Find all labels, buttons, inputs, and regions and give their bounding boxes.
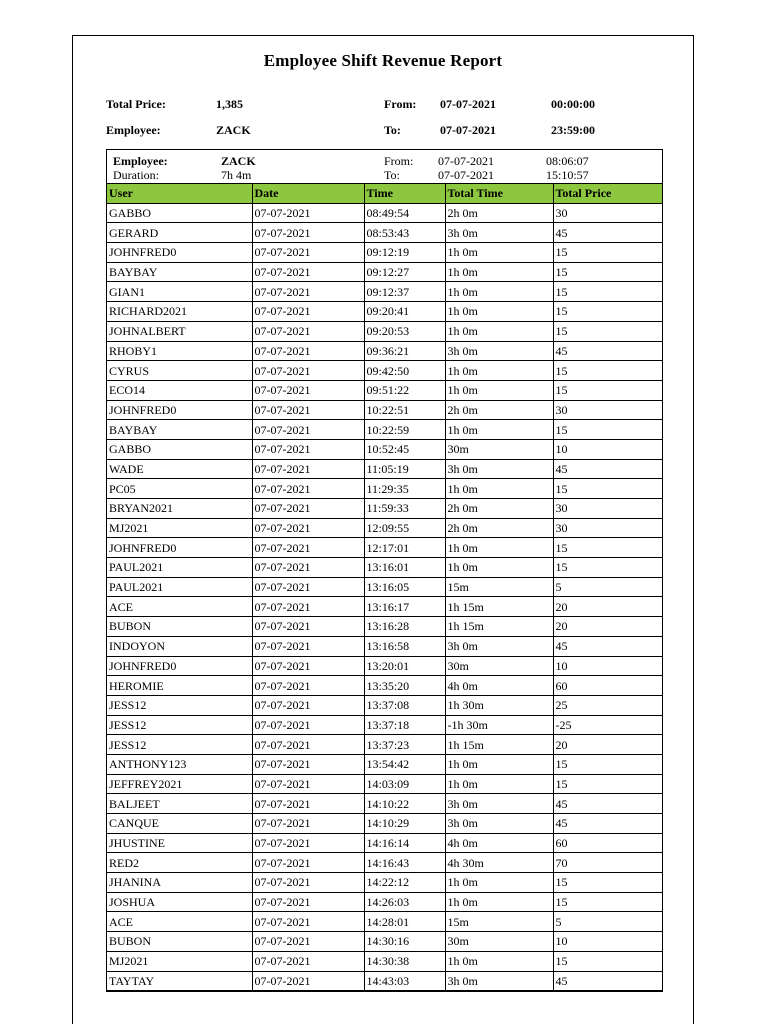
shift-from-label: From: <box>384 154 414 168</box>
total-price-cell: 45 <box>553 971 662 991</box>
table-row <box>107 479 662 499</box>
date-cell: 07-07-2021 <box>252 676 364 696</box>
table-row <box>107 774 662 794</box>
time-cell: 10:22:51 <box>364 400 445 420</box>
user-cell: GABBO <box>107 439 252 459</box>
date-cell: 07-07-2021 <box>252 243 364 263</box>
total-time-cell: 1h 0m <box>445 754 553 774</box>
date-cell: 07-07-2021 <box>252 912 364 932</box>
table-row <box>107 459 662 479</box>
total-price-cell: 20 <box>553 617 662 637</box>
date-cell: 07-07-2021 <box>252 617 364 637</box>
date-cell: 07-07-2021 <box>252 341 364 361</box>
total-time-cell: 1h 0m <box>445 380 553 400</box>
user-cell: BUBON <box>107 617 252 637</box>
total-price-value: 1,385 <box>216 97 243 111</box>
table-row <box>107 223 662 243</box>
date-cell: 07-07-2021 <box>252 853 364 873</box>
total-price-cell: 60 <box>553 833 662 853</box>
table-row <box>107 715 662 735</box>
user-cell: PAUL2021 <box>107 577 252 597</box>
from-date: 07-07-2021 <box>440 97 496 111</box>
table-row <box>107 243 662 263</box>
total-time-cell: 15m <box>445 912 553 932</box>
time-cell: 09:51:22 <box>364 380 445 400</box>
user-cell: BUBON <box>107 932 252 952</box>
user-cell: BALJEET <box>107 794 252 814</box>
total-price-cell: 15 <box>553 754 662 774</box>
date-cell: 07-07-2021 <box>252 715 364 735</box>
date-cell: 07-07-2021 <box>252 577 364 597</box>
time-cell: 14:16:43 <box>364 853 445 873</box>
date-cell: 07-07-2021 <box>252 479 364 499</box>
total-price-cell: 5 <box>553 912 662 932</box>
table-row <box>107 499 662 519</box>
date-cell: 07-07-2021 <box>252 459 364 479</box>
shift-employee-value: ZACK <box>221 154 256 168</box>
user-cell: MJ2021 <box>107 518 252 538</box>
column-header-total-time: Total Time <box>445 184 553 204</box>
total-time-cell: 3h 0m <box>445 794 553 814</box>
user-cell: JOHNFRED0 <box>107 400 252 420</box>
total-time-cell: 1h 0m <box>445 262 553 282</box>
total-time-cell: 30m <box>445 439 553 459</box>
total-time-cell: 1h 0m <box>445 951 553 971</box>
total-time-cell: 1h 30m <box>445 695 553 715</box>
time-cell: 09:36:21 <box>364 341 445 361</box>
total-time-cell: 1h 0m <box>445 479 553 499</box>
total-time-cell: 2h 0m <box>445 499 553 519</box>
table-row <box>107 420 662 440</box>
time-cell: 11:29:35 <box>364 479 445 499</box>
total-time-cell: 3h 0m <box>445 459 553 479</box>
total-price-cell: 60 <box>553 676 662 696</box>
date-cell: 07-07-2021 <box>252 518 364 538</box>
date-cell: 07-07-2021 <box>252 735 364 755</box>
total-price-cell: 25 <box>553 695 662 715</box>
to-date: 07-07-2021 <box>440 123 496 137</box>
date-cell: 07-07-2021 <box>252 892 364 912</box>
table-row <box>107 617 662 637</box>
total-price-cell: 15 <box>553 420 662 440</box>
table-row <box>107 951 662 971</box>
date-cell: 07-07-2021 <box>252 262 364 282</box>
total-time-cell: 3h 0m <box>445 636 553 656</box>
total-time-cell: 2h 0m <box>445 518 553 538</box>
user-cell: CYRUS <box>107 361 252 381</box>
user-cell: ECO14 <box>107 380 252 400</box>
table-row <box>107 597 662 617</box>
column-header-user: User <box>107 184 252 204</box>
time-cell: 14:26:03 <box>364 892 445 912</box>
table-row <box>107 656 662 676</box>
total-price-cell: 30 <box>553 518 662 538</box>
time-cell: 13:16:58 <box>364 636 445 656</box>
user-cell: JEFFREY2021 <box>107 774 252 794</box>
total-time-cell: 4h 0m <box>445 833 553 853</box>
total-price-cell: 15 <box>553 302 662 322</box>
table-row <box>107 439 662 459</box>
shift-to-date: 07-07-2021 <box>438 168 494 182</box>
time-cell: 13:35:20 <box>364 676 445 696</box>
report-page <box>72 35 694 1024</box>
time-cell: 14:10:22 <box>364 794 445 814</box>
user-cell: HEROMIE <box>107 676 252 696</box>
date-cell: 07-07-2021 <box>252 499 364 519</box>
total-price-cell: 15 <box>553 774 662 794</box>
table-row <box>107 518 662 538</box>
user-cell: JESS12 <box>107 695 252 715</box>
total-price-cell: 30 <box>553 499 662 519</box>
user-cell: MJ2021 <box>107 951 252 971</box>
time-cell: 09:42:50 <box>364 361 445 381</box>
shift-duration-label: Duration: <box>113 168 159 182</box>
total-time-cell: 30m <box>445 932 553 952</box>
total-time-cell: 1h 0m <box>445 873 553 893</box>
table-row <box>107 833 662 853</box>
column-header-date: Date <box>252 184 364 204</box>
total-time-cell: 4h 0m <box>445 676 553 696</box>
total-time-cell: 2h 0m <box>445 400 553 420</box>
time-cell: 09:20:41 <box>364 302 445 322</box>
total-time-cell: 1h 0m <box>445 538 553 558</box>
time-cell: 14:30:38 <box>364 951 445 971</box>
time-cell: 14:03:09 <box>364 774 445 794</box>
time-cell: 12:17:01 <box>364 538 445 558</box>
total-price-cell: 15 <box>553 262 662 282</box>
table-row <box>107 636 662 656</box>
total-time-cell: 1h 0m <box>445 243 553 263</box>
table-row <box>107 577 662 597</box>
total-price-cell: 15 <box>553 243 662 263</box>
to-time: 23:59:00 <box>551 123 595 137</box>
total-price-cell: 45 <box>553 341 662 361</box>
total-time-cell: 1h 15m <box>445 597 553 617</box>
table-row <box>107 302 662 322</box>
total-price-cell: 10 <box>553 656 662 676</box>
time-cell: 14:10:29 <box>364 814 445 834</box>
table-row <box>107 538 662 558</box>
report-title: Employee Shift Revenue Report <box>263 51 503 70</box>
total-time-cell: 1h 0m <box>445 558 553 578</box>
date-cell: 07-07-2021 <box>252 538 364 558</box>
total-price-cell: 15 <box>553 282 662 302</box>
user-cell: CANQUE <box>107 814 252 834</box>
total-time-cell: 1h 0m <box>445 420 553 440</box>
date-cell: 07-07-2021 <box>252 971 364 991</box>
total-price-cell: 15 <box>553 538 662 558</box>
time-cell: 09:12:37 <box>364 282 445 302</box>
user-cell: TAYTAY <box>107 971 252 991</box>
user-cell: JOHNFRED0 <box>107 538 252 558</box>
time-cell: 14:43:03 <box>364 971 445 991</box>
date-cell: 07-07-2021 <box>252 754 364 774</box>
table-row <box>107 932 662 952</box>
shift-section <box>106 149 663 992</box>
user-cell: ACE <box>107 912 252 932</box>
date-cell: 07-07-2021 <box>252 203 364 223</box>
table-row <box>107 754 662 774</box>
total-price-cell: 5 <box>553 577 662 597</box>
user-cell: JHANINA <box>107 873 252 893</box>
table-row <box>107 912 662 932</box>
date-cell: 07-07-2021 <box>252 774 364 794</box>
date-cell: 07-07-2021 <box>252 636 364 656</box>
to-label: To: <box>384 123 401 137</box>
table-row <box>107 321 662 341</box>
time-cell: 13:54:42 <box>364 754 445 774</box>
total-price-cell: 15 <box>553 479 662 499</box>
time-cell: 10:52:45 <box>364 439 445 459</box>
user-cell: JOHNFRED0 <box>107 243 252 263</box>
shift-to-label: To: <box>384 168 400 182</box>
table-row <box>107 676 662 696</box>
user-cell: WADE <box>107 459 252 479</box>
time-cell: 14:28:01 <box>364 912 445 932</box>
table-row <box>107 853 662 873</box>
total-price-cell: 45 <box>553 636 662 656</box>
total-time-cell: 1h 0m <box>445 361 553 381</box>
shift-duration-value: 7h 4m <box>221 168 252 182</box>
total-price-cell: 20 <box>553 597 662 617</box>
user-cell: BAYBAY <box>107 262 252 282</box>
time-cell: 09:12:27 <box>364 262 445 282</box>
employee-label: Employee: <box>106 123 161 137</box>
user-cell: JHUSTINE <box>107 833 252 853</box>
total-time-cell: 1h 15m <box>445 617 553 637</box>
user-cell: GABBO <box>107 203 252 223</box>
total-price-label: Total Price: <box>106 97 166 111</box>
total-price-cell: 30 <box>553 400 662 420</box>
shift-employee-label: Employee: <box>113 154 168 168</box>
date-cell: 07-07-2021 <box>252 597 364 617</box>
table-row <box>107 971 662 991</box>
date-cell: 07-07-2021 <box>252 439 364 459</box>
date-cell: 07-07-2021 <box>252 302 364 322</box>
table-header-row <box>107 184 662 204</box>
revenue-table <box>107 183 662 991</box>
time-cell: 14:22:12 <box>364 873 445 893</box>
date-cell: 07-07-2021 <box>252 420 364 440</box>
user-cell: BRYAN2021 <box>107 499 252 519</box>
total-price-cell: 15 <box>553 873 662 893</box>
total-price-cell: 45 <box>553 459 662 479</box>
total-price-cell: 15 <box>553 380 662 400</box>
table-row <box>107 341 662 361</box>
total-price-cell: 45 <box>553 794 662 814</box>
column-header-total-price: Total Price <box>553 184 662 204</box>
date-cell: 07-07-2021 <box>252 223 364 243</box>
from-time: 00:00:00 <box>551 97 595 111</box>
date-cell: 07-07-2021 <box>252 873 364 893</box>
total-price-cell: 20 <box>553 735 662 755</box>
total-price-cell: 15 <box>553 892 662 912</box>
table-row <box>107 262 662 282</box>
table-row <box>107 892 662 912</box>
table-row <box>107 558 662 578</box>
table-row <box>107 873 662 893</box>
time-cell: 13:37:08 <box>364 695 445 715</box>
employee-value: ZACK <box>216 123 251 137</box>
total-time-cell: 1h 0m <box>445 302 553 322</box>
date-cell: 07-07-2021 <box>252 558 364 578</box>
total-time-cell: 15m <box>445 577 553 597</box>
time-cell: 13:37:18 <box>364 715 445 735</box>
total-time-cell: 30m <box>445 656 553 676</box>
shift-from-date: 07-07-2021 <box>438 154 494 168</box>
user-cell: INDOYON <box>107 636 252 656</box>
date-cell: 07-07-2021 <box>252 361 364 381</box>
time-cell: 08:49:54 <box>364 203 445 223</box>
time-cell: 13:16:28 <box>364 617 445 637</box>
table-row <box>107 814 662 834</box>
total-time-cell: 1h 15m <box>445 735 553 755</box>
shift-summary <box>107 150 662 183</box>
table-row <box>107 735 662 755</box>
total-price-cell: 15 <box>553 951 662 971</box>
total-time-cell: 2h 0m <box>445 203 553 223</box>
table-row <box>107 282 662 302</box>
user-cell: GERARD <box>107 223 252 243</box>
total-price-cell: 45 <box>553 814 662 834</box>
user-cell: RED2 <box>107 853 252 873</box>
date-cell: 07-07-2021 <box>252 282 364 302</box>
total-time-cell: 1h 0m <box>445 282 553 302</box>
total-time-cell: 3h 0m <box>445 341 553 361</box>
date-cell: 07-07-2021 <box>252 695 364 715</box>
time-cell: 12:09:55 <box>364 518 445 538</box>
total-time-cell: 1h 0m <box>445 321 553 341</box>
column-header-time: Time <box>364 184 445 204</box>
total-price-cell: 15 <box>553 558 662 578</box>
date-cell: 07-07-2021 <box>252 814 364 834</box>
time-cell: 13:16:01 <box>364 558 445 578</box>
table-row <box>107 400 662 420</box>
user-cell: RHOBY1 <box>107 341 252 361</box>
date-cell: 07-07-2021 <box>252 833 364 853</box>
user-cell: JOHNALBERT <box>107 321 252 341</box>
time-cell: 14:16:14 <box>364 833 445 853</box>
time-cell: 14:30:16 <box>364 932 445 952</box>
date-cell: 07-07-2021 <box>252 794 364 814</box>
total-price-cell: 45 <box>553 223 662 243</box>
user-cell: JESS12 <box>107 715 252 735</box>
total-price-cell: 30 <box>553 203 662 223</box>
time-cell: 13:16:05 <box>364 577 445 597</box>
total-price-cell: -25 <box>553 715 662 735</box>
user-cell: ANTHONY123 <box>107 754 252 774</box>
time-cell: 09:20:53 <box>364 321 445 341</box>
table-row <box>107 794 662 814</box>
shift-to-time: 15:10:57 <box>546 168 589 182</box>
date-cell: 07-07-2021 <box>252 656 364 676</box>
date-cell: 07-07-2021 <box>252 400 364 420</box>
table-row <box>107 695 662 715</box>
date-cell: 07-07-2021 <box>252 932 364 952</box>
total-price-cell: 10 <box>553 439 662 459</box>
table-row <box>107 203 662 223</box>
time-cell: 10:22:59 <box>364 420 445 440</box>
time-cell: 11:59:33 <box>364 499 445 519</box>
total-time-cell: 3h 0m <box>445 814 553 834</box>
total-price-cell: 15 <box>553 361 662 381</box>
user-cell: GIAN1 <box>107 282 252 302</box>
user-cell: JOSHUA <box>107 892 252 912</box>
table-row <box>107 361 662 381</box>
total-price-cell: 15 <box>553 321 662 341</box>
total-time-cell: 4h 30m <box>445 853 553 873</box>
time-cell: 08:53:43 <box>364 223 445 243</box>
user-cell: JOHNFRED0 <box>107 656 252 676</box>
user-cell: BAYBAY <box>107 420 252 440</box>
from-label: From: <box>384 97 417 111</box>
user-cell: PAUL2021 <box>107 558 252 578</box>
total-price-cell: 70 <box>553 853 662 873</box>
table-row <box>107 380 662 400</box>
date-cell: 07-07-2021 <box>252 951 364 971</box>
user-cell: PC05 <box>107 479 252 499</box>
time-cell: 09:12:19 <box>364 243 445 263</box>
user-cell: JESS12 <box>107 735 252 755</box>
time-cell: 13:37:23 <box>364 735 445 755</box>
date-cell: 07-07-2021 <box>252 380 364 400</box>
user-cell: RICHARD2021 <box>107 302 252 322</box>
total-time-cell: 3h 0m <box>445 971 553 991</box>
total-time-cell: 1h 0m <box>445 774 553 794</box>
total-price-cell: 10 <box>553 932 662 952</box>
time-cell: 13:16:17 <box>364 597 445 617</box>
total-time-cell: 1h 0m <box>445 892 553 912</box>
total-time-cell: -1h 30m <box>445 715 553 735</box>
shift-from-time: 08:06:07 <box>546 154 589 168</box>
time-cell: 13:20:01 <box>364 656 445 676</box>
total-time-cell: 3h 0m <box>445 223 553 243</box>
time-cell: 11:05:19 <box>364 459 445 479</box>
user-cell: ACE <box>107 597 252 617</box>
date-cell: 07-07-2021 <box>252 321 364 341</box>
